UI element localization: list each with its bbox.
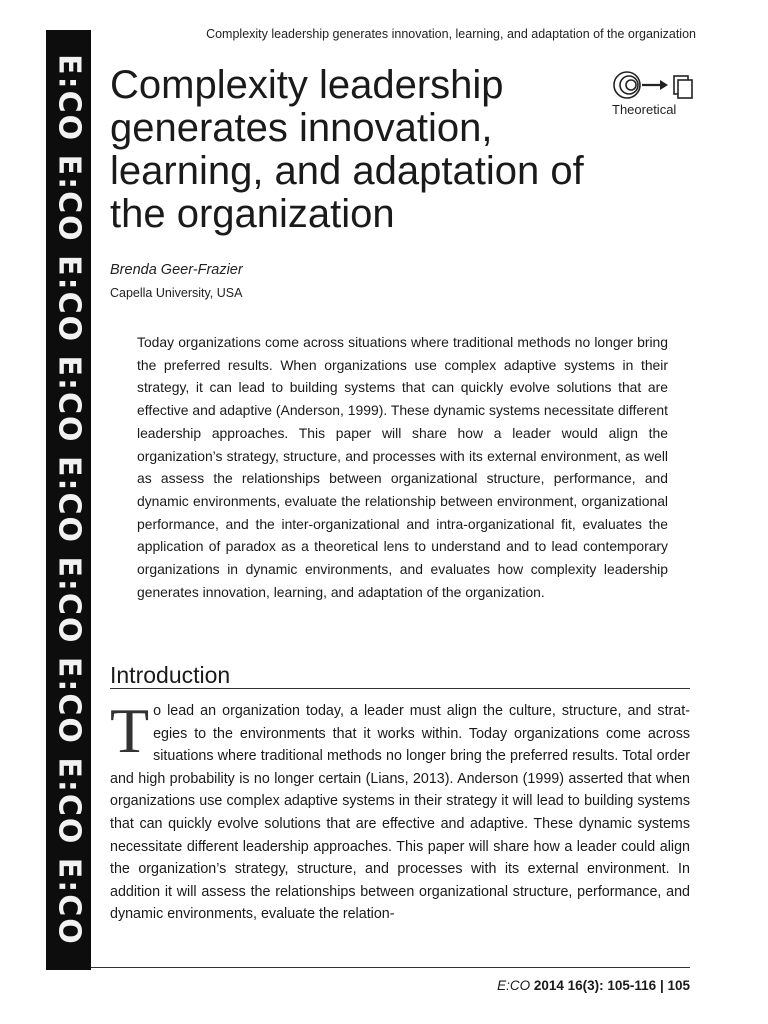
article-type-label: Theoretical <box>612 102 677 117</box>
abstract: Today organizations come across situations where traditional methods no longer bring the preferred results. When organizations use complex adaptive systems in their strategy, it can lead to building systems that can quickly evolve solutions that are effective and adaptive (Anderson, 1999). These dynamic systems necessitate different leadership approaches. This paper will share how a leader would align the organization’s strategy, structure, and processes with its external environment, as well as assess the relationships between organizational structure, performance, and dynamic environments, evaluate the relationship between environment, organizational performance, and the inter-organizational and intra-organizational fit, evaluates the application of paradox as a theoretical lens to understand and to lead contemporary organizations in dynamic environments, and evaluates how complexity leadership generates innovation, learning, and adaptation of the organization. <box>137 334 668 600</box>
drop-cap: T <box>110 695 150 766</box>
running-head: Complexity leadership generates innovation, learning, and adaptation of the organization <box>206 27 696 41</box>
footer-rule <box>91 967 690 968</box>
introduction-text: o lead an organization today, a leader must align the culture, structure, and strategies to the environments that it works within. Today organizations come across situations where traditional methods no longer bring the preferred results. Total order and high probability is no longer certain (Lians, 2013). Anderson (1999) asserted that when organizations use complex adaptive systems in their strategy it will lead to building systems that can quickly evolve solutions that are effective and adaptive. These dynamic systems necessitate different leadership approaches. This paper will share how a leader could align the organization’s strategy, structure, and processes with its external environment. In addition it will assess the relationships between organizational structure, performance, and dynamic environments, evaluate the relation- <box>110 703 690 923</box>
footer-journal: E:CO <box>497 978 531 993</box>
author-affiliation: Capella University, USA <box>110 286 243 300</box>
section-heading-introduction: Introduction <box>110 662 690 689</box>
footer-citation: 2014 16(3): 105-116 | 105 <box>533 978 690 993</box>
page-footer <box>497 978 690 993</box>
journal-side-bar <box>46 30 91 970</box>
journal-brand-strip: E:CO E:CO E:CO E:CO E:CO E:CO E:CO E:CO E:CO <box>51 54 86 946</box>
introduction-body <box>110 695 690 926</box>
article-title: Complexity leadership generates innovation, learning, and adaptation of the organization <box>110 63 584 236</box>
article-type-badge <box>608 70 700 122</box>
spiral-arrow-document-icon <box>612 70 698 100</box>
author-name: Brenda Geer-Frazier <box>110 262 243 278</box>
